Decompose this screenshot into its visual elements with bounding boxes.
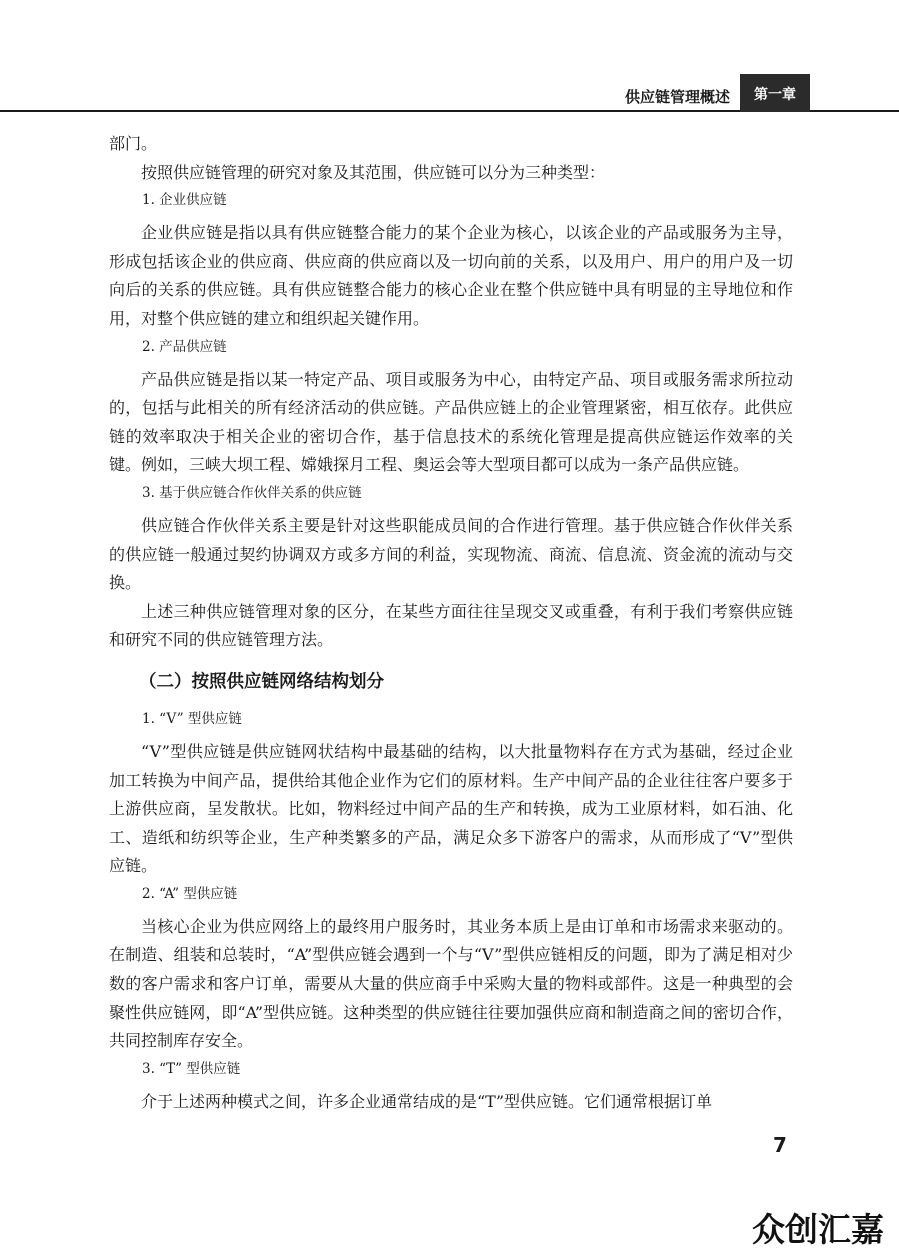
body-paragraph: 供应链合作伙伴关系主要是针对这些职能成员间的合作进行管理。基于供应链合作伙伴关系的供应链一般通过契约协调双方或多方间的利益，实现物流、商流、信息流、资金流的流动与交换。 (109, 515, 793, 593)
subsection-title: 3. 基于供应链合作伙伴关系的供应链 (142, 484, 362, 501)
body-paragraph: 当核心企业为供应网络上的最终用户服务时，其业务本质上是由订单和市场需求来驱动的。在制造、组装和总装时，“A”型供应链会遇到一个与“V”型供应链相反的问题，即为了满足相对少数的客户需求和客户订单，需要从大量的供应商手中采购大量的物料或部件。这是一种典型的会聚性供应链网，即“A”型供应链。这种类型的供应链往往要加强供应商和制造商之间的密切合作，共同控制库存安全。 (109, 916, 793, 1051)
watermark-logo: 众创汇嘉 (752, 1210, 884, 1249)
body-paragraph: 按照供应链管理的研究对象及其范围，供应链可以分为三种类型： (141, 162, 606, 182)
subsection-title: 1. 企业供应链 (142, 192, 227, 209)
subsection-title: 3. “T” 型供应链 (142, 1060, 241, 1077)
chapter-tab: 第一章 (740, 74, 810, 112)
subsection-title: 1. “V” 型供应链 (142, 710, 242, 727)
subsection-title: 2. 产品供应链 (142, 338, 227, 355)
body-paragraph: 上述三种供应链管理对象的区分，在某些方面往往呈现交叉或重叠，有利于我们考察供应链和研究不同的供应链管理方法。 (109, 601, 793, 650)
page-body (109, 130, 793, 1116)
subsection-title: 2. “A” 型供应链 (142, 885, 238, 902)
body-paragraph: 部门。 (109, 134, 158, 153)
running-title: 供应链管理概述 (624, 88, 730, 106)
body-paragraph: 产品供应链是指以某一特定产品、项目或服务为中心，由特定产品、项目或服务需求所拉动的，包括与此相关的所有经济活动的供应链。产品供应链上的企业管理紧密，相互依存。此供应链的效率取决于相关企业的密切合作，基于信息技术的系统化管理是提高供应链运作效率的关键。例如，三峡大坝工程、嫦娥探月工程、奥运会等大型项目都可以成为一条产品供应链。 (109, 369, 793, 475)
body-paragraph: 介于上述两种模式之间，许多企业通常结成的是“T”型供应链。它们通常根据订单 (141, 1091, 713, 1111)
section-heading: （二）按照供应链网络结构划分 (139, 671, 384, 692)
body-paragraph: 企业供应链是指以具有供应链整合能力的某个企业为核心，以该企业的产品或服务为主导，形成包括该企业的供应商、供应商的供应商以及一切向前的关系，以及用户、用户的用户及一切向后的关系的供应链。具有供应链整合能力的核心企业在整个供应链中具有明显的主导地位和作用，对整个供应链的建立和组织起关键作用。 (109, 223, 793, 328)
body-paragraph: “V”型供应链是供应链网状结构中最基础的结构，以大批量物料存在方式为基础，经过企业加工转换为中间产品，提供给其他企业作为它们的原材料。生产中间产品的企业往往客户要多于上游供应商，呈发散状。比如，物料经过中间产品的生产和转换，成为工业原材料，如石油、化工、造纸和纺织等企业，生产种类繁多的产品，满足众多下游客户的需求，从而形成了“V”型供应链。 (109, 741, 793, 876)
page-number: 7 (773, 1133, 787, 1157)
